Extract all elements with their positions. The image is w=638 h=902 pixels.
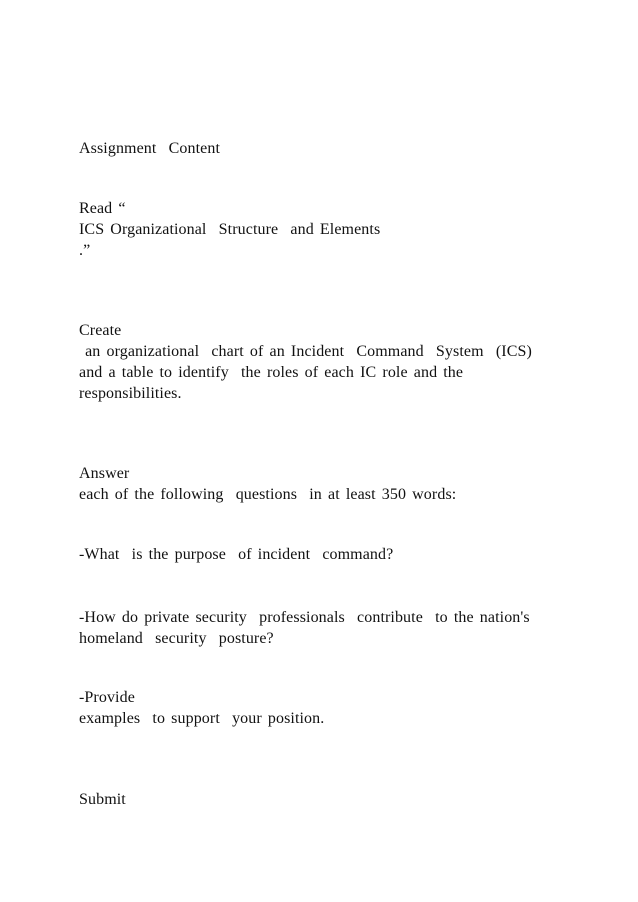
answer-requirement: each of the following questions in at least 350 words: xyxy=(79,486,457,503)
reading-reference-end: .” xyxy=(79,242,91,259)
question-examples-line-1: -Provide xyxy=(79,689,135,706)
question-private-security-line-2: homeland security posture? xyxy=(79,630,274,647)
submit-label: Submit xyxy=(79,791,126,808)
create-task-line-2: and a table to identify the roles of each IC role and the xyxy=(79,364,464,381)
create-instruction: Create xyxy=(79,322,122,339)
read-instruction: Read “ xyxy=(79,200,126,217)
question-private-security-line-1: -How do private security professionals contribute to the nation's xyxy=(79,609,530,626)
question-incident-command: -What is the purpose of incident command? xyxy=(79,546,394,563)
create-task-line-3: responsibilities. xyxy=(79,385,182,402)
answer-instruction: Answer xyxy=(79,465,130,482)
question-examples-line-2: examples to support your position. xyxy=(79,710,325,727)
assignment-title: Assignment Content xyxy=(79,140,221,157)
reading-reference-title: ICS Organizational Structure and Elements xyxy=(79,221,381,238)
create-task-line-1: an organizational chart of an Incident Command System (ICS) xyxy=(79,343,532,360)
